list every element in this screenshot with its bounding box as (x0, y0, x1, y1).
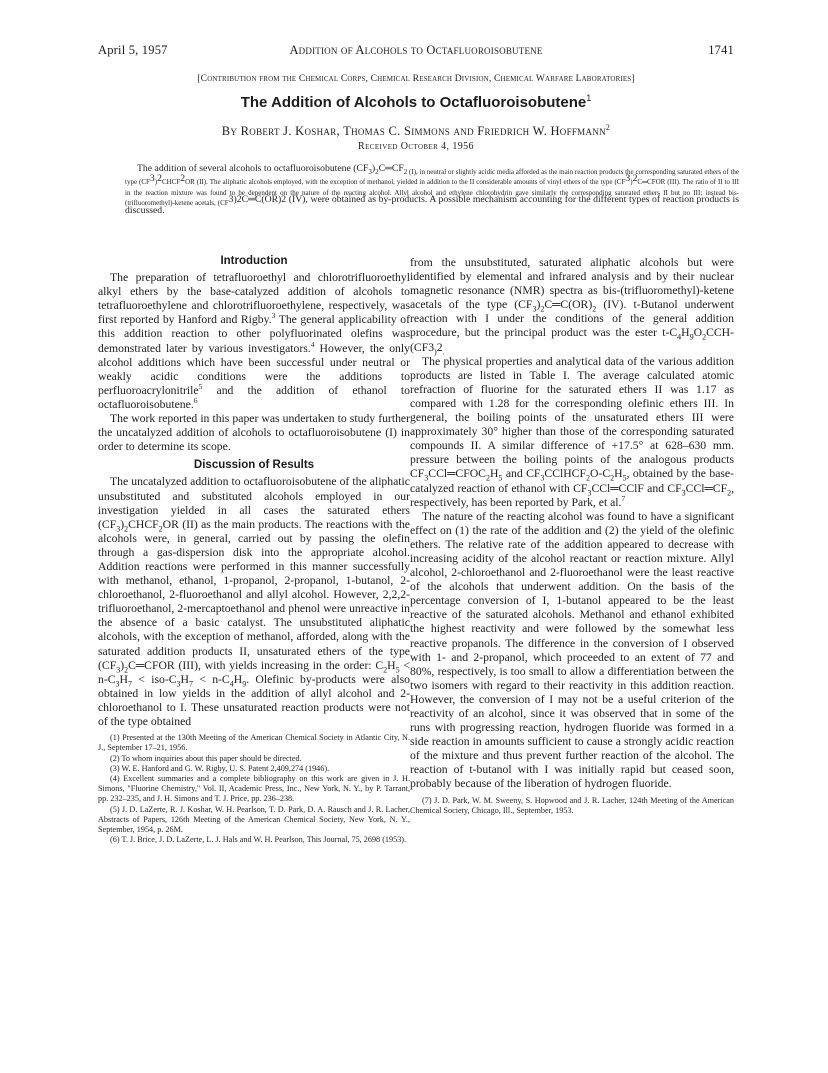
text-run: (IV), were obtained as by-products. A possible mechanism accounting for the different types of reaction products is discussed. (125, 194, 740, 216)
introduction-heading: Introduction (220, 255, 288, 267)
article-title-text: The Addition of Alcohols to Octafluoroisobutene (240, 94, 587, 111)
text-run: H (387, 658, 396, 672)
reactivity-paragraph: The nature of the reacting alcohol was found to have a significant effect on (1) the rate of the addition and (2) the yield of the olefinic ethers. The relative rate of the addition appeared to decrease with increasing acidity of the alcohol reactant or reaction mixture. Allyl alcohol, 2-chloroethanol and 2-fluoroethanol were the least reactive of the alcohols that underwent addition. On the basis of the percentage conversion of I, 1-butanol appeared to be the least reactive of the saturated alcohols. Methanol and ethanol exhibited the highest reactivity and were followed by the somewhat less reactive propanols. The difference in the conversion of I observed with 1- and 2-propanol, which proceeded to an extent of 77 and 80%, respectively, is too small to allow a differentiation between the two isomers with regard to their reactivity in this addition reaction. However, the conversion of I may not be a useful criterion of the reactivity of an alcohol, since it was observed that in some of the runs with progressing reaction, hydrogen fluoride was formed in a side reaction in amounts sufficient to cause a strongly acidic reaction of the mixture and thus prevent further reaction of the alcohol. The reaction of t-butanol with I was initially rapid but ceased soon, probably because of the liberation of hydrogen fluoride. (410, 509, 734, 791)
text-run: < n-C (98, 658, 410, 686)
author-names: By Robert J. Koshar, Thomas C. Simmons and Friedrich W. Hoffmann (221, 124, 606, 139)
subscript: 5 (395, 664, 400, 674)
text-run: < n-C (192, 672, 230, 686)
subscript: 2 (610, 473, 615, 483)
subscript: 2 (702, 332, 707, 342)
subscript: 3 (532, 304, 537, 314)
footnote-5: (5) J. D. LaZerte, R. J. Koshar, W. H. Pearlson, T. D. Park, D. A. Rausch and J. R. Lacher, Abstracts of Papers, 126th Meeting of the American Chemical Society, New York, N. Y., September, 1954, p. 26M. (98, 804, 410, 834)
text-run: (IV). t-Butanol underwent reaction with I under the conditions of the general addition procedure, but the principal product was the ester t-C (410, 298, 734, 340)
text-run: 2 (180, 173, 186, 185)
subscript: 3 (424, 473, 429, 483)
text-run: ) (233, 194, 237, 206)
footnote-ref: 3 (271, 311, 276, 321)
footnote-ref: 5 (198, 381, 203, 391)
article-title (98, 93, 734, 111)
footnote-7: (7) J. D. Park, W. M. Sweeny, S. Hopwood and J. R. Lacher, 124th Meeting of the American Chemical Society, Chicago, Ill., September, 1953. (410, 795, 734, 815)
text-run: OR (II) as the main products. The reactions with the alcohols were, in general, carried out by passing the olefin through a gas-dispersion disk into the appropriate alcohol. Addition reactions were performed in this manner successfully with methanol, ethanol, 1-propanol, 2-propanol, 1-butanol, 2-chloroethanol, 2-fluoroethanol and allyl alcohol. However, 2,2,2-trifluoroethanol, 2-mercaptoethanol and phenol were unreactive in the absence of a basic catalyst. The unsubstituted aliphatic alcohols, with the exception of methanol, afforded, along with the saturated addition products II, unsaturated ethers of the type (CF (98, 517, 410, 672)
subscript: 2 (540, 304, 545, 314)
subscript: 3 (116, 664, 121, 674)
text-run: The general applicability of this addition reaction to other polyfluorinated olefins was demonstrated later by various investigators. (98, 313, 410, 355)
left-column (98, 254, 410, 845)
text-run: , respectively, has been reported by Park, et al. (410, 481, 734, 509)
footnotes (98, 733, 410, 845)
text-run: 2 (236, 194, 242, 206)
text-run: ) (120, 517, 125, 531)
text-run: CCl═CF (685, 481, 728, 495)
subscript: 3 (540, 473, 545, 483)
subscript: 2 (485, 473, 490, 483)
subscript: 7 (188, 679, 193, 689)
subscript: 3 (368, 167, 372, 176)
discussion-heading: Discussion of Results (193, 459, 315, 472)
discussion-paragraph-1 (98, 475, 410, 729)
text-run: CCH-(CF (410, 326, 734, 354)
subscript: ) (154, 178, 158, 187)
footnote-3: (3) W. E. Hanford and G. W. Rigby, U. S. Patent 2,409,274 (1946). (110, 763, 330, 773)
subscript: 2 (727, 487, 732, 497)
subscript: 9 (242, 679, 247, 689)
subscript: 9 (689, 332, 694, 342)
subscript: 3 (681, 487, 686, 497)
text-run: H (681, 326, 690, 340)
subscript: 3 (116, 524, 121, 534)
subscript: 2 (592, 304, 597, 314)
text-run: The addition of several alcohols to octafluoroisobutene (CF (137, 163, 369, 174)
subscript: 2 (158, 524, 163, 534)
subscript: ) (434, 346, 437, 356)
title-footnote-marker: 1 (586, 93, 592, 103)
text-run: and the addition of ethanol to octafluoroisobutene. (98, 383, 410, 411)
text-run: , obtained by the base-catalyzed reaction of ethanol with CF (410, 467, 735, 495)
properties-paragraph (410, 355, 734, 510)
text-run: O-C (589, 467, 611, 481)
text-run: ) (371, 163, 376, 174)
subscript: OR (II). The aliphatic alcohols employed, with the exception of methanol, yielded in addition to the II considerable amounts of vinyl ethers of the type (CF (185, 178, 626, 187)
subscript: 3 (176, 679, 181, 689)
subscript: 3 (115, 679, 120, 689)
text-run: 2 (281, 194, 287, 206)
continued-paragraph (410, 256, 734, 355)
text-run: ) (120, 658, 125, 672)
running-title: Addition of Alcohols to Octafluoroisobutene (289, 43, 543, 57)
footnotes-right (410, 796, 734, 816)
text-run: . Olefinic by-products were also obtained in low yields in the addition of allyl alcohol and 2-chloroethanol to I. These unsaturated reaction products were not of the type obtained (98, 672, 411, 728)
right-column (410, 256, 734, 816)
author-line (98, 123, 734, 139)
text-run: 2 (632, 173, 638, 185)
text-run: CClHCF (544, 467, 586, 481)
text-run: 3 (428, 340, 435, 354)
text-run: CCl═CClF and CF (591, 481, 682, 495)
subscript: (I), in neutral or slightly acidic media afforded as the main reaction products the corresponding saturated ethers of the type (CF (125, 167, 739, 187)
received-date: Received October 4, 1956 (358, 141, 474, 152)
text-run: from the unsubstituted, saturated aliphatic alcohols but were identified by elemental and infrared analysis and by their nuclear magnetic resonance (NMR) spectra as bis-(trifluoromethyl)-ketene acetals of the type (CF (410, 256, 734, 312)
subscript: C═CFOR (III). The ratio of II to III in the reaction mixture was found to be dependent on the nature of the reacting alcohol. Allyl alcohol and ethylene chlorohydrin gave similarly the corresponding saturated ethers II but no III; instead bis-(trifluoromethyl)-ketene acetals, (CF (125, 178, 739, 208)
subscript: . (442, 346, 445, 356)
footnote-6: (6) T. J. Brice, J. D. LaZerte, L. J. Hals and W. H. Pearlson, This Journal, 75, 2698 (1953). (110, 835, 407, 845)
text-run: The uncatalyzed addition to octafluoroisobutene of the aliphatic unsubstituted and substituted alcohols employed in our investigation yielded in all cases the saturated ethers (CF (98, 475, 410, 531)
text-run: H (119, 672, 128, 686)
text-run: H (180, 672, 189, 686)
subscript: 4 (229, 679, 234, 689)
text-run: H (233, 672, 243, 686)
subscript: 2 (124, 664, 129, 674)
footnote-ref: 7 (621, 493, 626, 503)
text-run: The physical properties and analytical data of the various addition products are listed in Table I. The average calculated atomic refraction of fluorine for the saturated ethers II was 1.17 as compared with 1.28 for the corresponding olefinic ethers III. In general, the boiling points of the unsaturated ethers III were approximately 30° higher than those of the corresponding saturated compounds II. A similar difference of +17.5° at 628–630 mm. pressure between the boiling points of the analogous products CF (410, 354, 734, 481)
subscript: 2 (383, 664, 388, 674)
subscript: 3 (587, 487, 592, 497)
subscript: ) (630, 178, 633, 187)
text-run: C═CF (378, 163, 404, 174)
subscript: CHCF (161, 178, 181, 187)
subscript: 2 (403, 167, 408, 176)
abstract (125, 164, 739, 216)
text-run: However, the only alcohol additions which have been successful under neutral or weakly acidic conditions were the additions to perfluoroacrylonitrile (98, 341, 410, 397)
subscript: 4 (677, 332, 682, 342)
intro-paragraph-1 (98, 271, 410, 412)
contribution-line: [Contribution from the Chemical Corps, Chemical Research Division, Chemical Warfare Laboratories] (197, 73, 635, 84)
text-run: 3 (228, 194, 234, 206)
text-run: The preparation of tetrafluoroethyl and chlorotrifluoroethyl alkyl ethers by the base-catalyzed addition of alcohols to tetrafluoroethylene and chlorotrifluoroethylene, respectively, was first reported by Hanford and Rigby. (98, 271, 410, 327)
subscript: 2 (375, 167, 379, 176)
subscript: 2 (585, 473, 590, 483)
text-run: C═C(OR) (544, 298, 593, 312)
text-run: CHCF (128, 517, 159, 531)
subscript: 7 (127, 679, 132, 689)
intro-paragraph-2: The work reported in this paper was undertaken to study further the uncatalyzed addition of alcohols to octafluoroisobutene (I) in order to determine its scope. (98, 412, 410, 454)
issue-date: April 5, 1957 (98, 43, 168, 57)
text-run: < iso-C (131, 672, 177, 686)
footnote-ref: 4 (310, 339, 315, 349)
running-header (98, 43, 734, 61)
footnote-ref: 6 (193, 396, 198, 406)
text-run: C═C(OR) (241, 194, 282, 206)
abstract-paragraph (125, 164, 739, 216)
subscript: 5 (498, 473, 503, 483)
text-run: C═CFOR (III), with yields increasing in the order: C (128, 658, 384, 672)
subscript: 5 (622, 473, 627, 483)
text-run: and CF (502, 467, 541, 481)
text-run: ) (536, 298, 541, 312)
footnote-1: (1) Presented at the 130th Meeting of the American Chemical Society in Atlantic City, N. J., September 17–21, 1956. (98, 733, 410, 753)
text-run: 2 (436, 340, 443, 354)
text-run: 3 (625, 173, 631, 185)
footnote-2: (2) To whom inquiries about this paper should be directed. (110, 753, 302, 763)
author-footnote-marker: 2 (605, 123, 611, 132)
page-number: 1741 (708, 43, 734, 57)
text-run: 3 (149, 173, 155, 185)
text-run: H (489, 467, 499, 481)
text-run: 2 (157, 173, 162, 185)
text-run: H (614, 467, 623, 481)
subscript: 2 (124, 524, 129, 534)
text-run: CCl═CFOC (428, 467, 486, 481)
footnote-4: (4) Excellent summaries and a complete bibliography on this work are given in J. H. Simons, "Fluorine Chemistry," Vol. II, Academic Press, Inc., New York, N. Y., by P. Tarrant, pp. 232–235, and J. H. Simons and T. J. Price, pp. 236–238. (98, 773, 410, 804)
text-run: O (693, 326, 703, 340)
